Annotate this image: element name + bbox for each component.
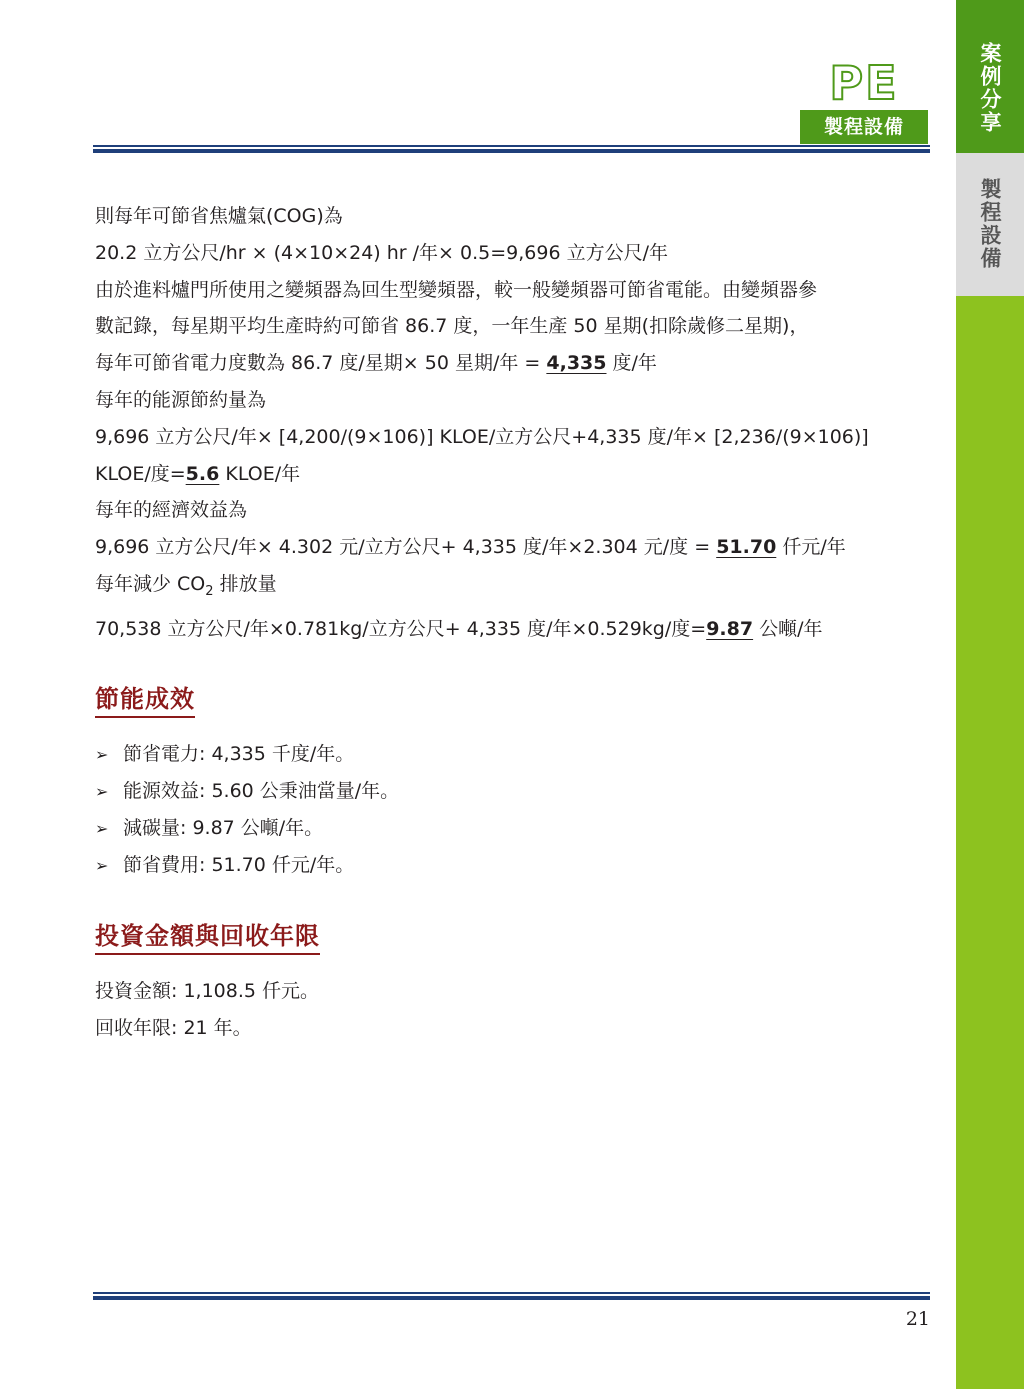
power-savings-value: 4,335 [546,352,607,375]
text-line: 每年減少 $CO_2$ 排放量 [95,572,277,599]
text-line: 每年的能源節約量為 [95,388,267,411]
list-item: ➢ 減碳量: 9.87 公噸/年。 [95,810,940,847]
list-item: ➢ 節省費用: 51.70 仟元/年。 [95,847,940,884]
section-heading-investment: 投資金額與回收年限 [95,916,320,955]
side-tab-equipment-label: 製程設備 [978,178,1002,270]
economic-benefit-value: 51.70 [716,536,777,559]
arrow-bullet-icon: ➢ [95,856,109,876]
section-label-equipment: 製程設備 [800,110,928,144]
section-heading-energy-results: 節能成效 [95,679,195,718]
header-rule [93,145,930,153]
text-line: 70,538 立方公尺/年×0.781kg/立方公尺+ 4,335 度/年×0.529kg/度=9.87 公噸/年 [95,617,823,640]
side-tab-case-share-label: 案例分享 [978,42,1002,134]
list-item: ➢ 能源效益: 5.60 公秉油當量/年。 [95,773,940,810]
energy-savings-value: 5.6 [185,462,220,485]
text-line: 20.2 立方公尺/hr × (4×10×24) hr /年× 0.5=9,696 立方公尺/年 [95,241,668,264]
arrow-bullet-icon: ➢ [95,782,109,802]
carbon-reduction-value: 9.87 [706,617,754,640]
text-line: 每年的經濟效益為 [95,499,248,522]
text-line: 回收年限: 21 年。 [95,1017,252,1040]
text-line: 投資金額: 1,108.5 仟元。 [95,980,320,1003]
text-line: 則每年可節省焦爐氣(COG)為 [95,205,343,227]
arrow-bullet-icon: ➢ [95,819,109,839]
text-line: 9,696 立方公尺/年× 4.302 元/立方公尺+ 4,335 度/年×2.304 元/度 = 51.70 仟元/年 [95,536,846,559]
footer-rule [93,1292,930,1300]
page-number: 21 [905,1308,930,1330]
text-line: 數記錄，每星期平均生產時約可節省 86.7 度，一年生產 50 星期(扣除歲修二星期)， [95,315,809,338]
arrow-bullet-icon: ➢ [95,745,109,765]
text-line: 由於進料爐門所使用之變頻器為回生型變頻器，較一般變頻器可節省電能。由變頻器參 [95,278,818,301]
page-content [95,198,940,1047]
text-line: 每年可節省電力度數為 86.7 度/星期× 50 星期/年 = 4,335 度/年 [95,352,657,375]
text-line: 9,696 立方公尺/年× [4,200/(9×106)] KLOE/立方公尺+4,335 度/年× [2,236/(9×106)] [95,425,869,448]
text-line: KLOE/度=5.6 KLOE/年 [95,462,301,485]
list-item: ➢ 節省電力: 4,335 千度/年。 [95,736,940,773]
pe-logo: PE [829,56,899,110]
